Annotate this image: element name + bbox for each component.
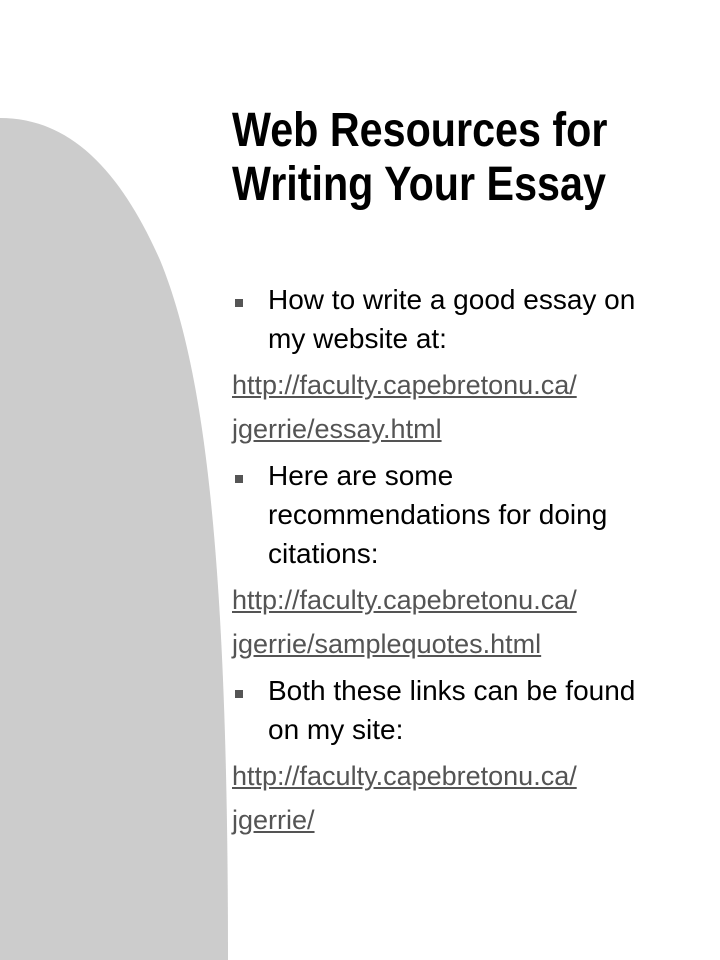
- bullet-item-site: [232, 671, 702, 749]
- slide-content: [232, 280, 702, 847]
- square-bullet-icon: [235, 690, 243, 698]
- bullet-text-line-1: Both these links can be found: [268, 675, 636, 706]
- slide-title-line-2: Writing Your Essay: [232, 158, 606, 211]
- square-bullet-icon: [235, 475, 243, 483]
- bullet-text-line-2: my website at:: [268, 323, 447, 354]
- decorative-curve-fill: [0, 118, 228, 960]
- essay-link-line-2[interactable]: jgerrie/essay.html: [232, 414, 442, 444]
- bullet-item-essay: [232, 280, 702, 358]
- site-link-line-2[interactable]: jgerrie/: [232, 805, 315, 835]
- square-bullet-icon: [235, 299, 243, 307]
- bullet-text-line-1: How to write a good essay on: [268, 284, 636, 315]
- slide-title: [232, 104, 636, 212]
- essay-link-line-1[interactable]: http://faculty.capebretonu.ca/: [232, 370, 577, 400]
- site-link-line-1[interactable]: http://faculty.capebretonu.ca/: [232, 761, 577, 791]
- bullet-text-line-2: on my site:: [268, 714, 404, 745]
- essay-link[interactable]: [232, 363, 702, 451]
- bullet-text-line-2: recommendations for doing: [268, 499, 608, 530]
- bullet-text-line-3: citations:: [268, 538, 379, 569]
- bullet-text-line-1: Here are some: [268, 460, 454, 491]
- decorative-curved-shape: [0, 0, 240, 960]
- samplequotes-link[interactable]: [232, 578, 702, 666]
- site-link[interactable]: [232, 754, 702, 842]
- samplequotes-link-line-2[interactable]: jgerrie/samplequotes.html: [232, 629, 542, 659]
- bullet-item-citations: [232, 456, 702, 573]
- samplequotes-link-line-1[interactable]: http://faculty.capebretonu.ca/: [232, 585, 577, 615]
- slide-title-line-1: Web Resources for: [232, 104, 608, 157]
